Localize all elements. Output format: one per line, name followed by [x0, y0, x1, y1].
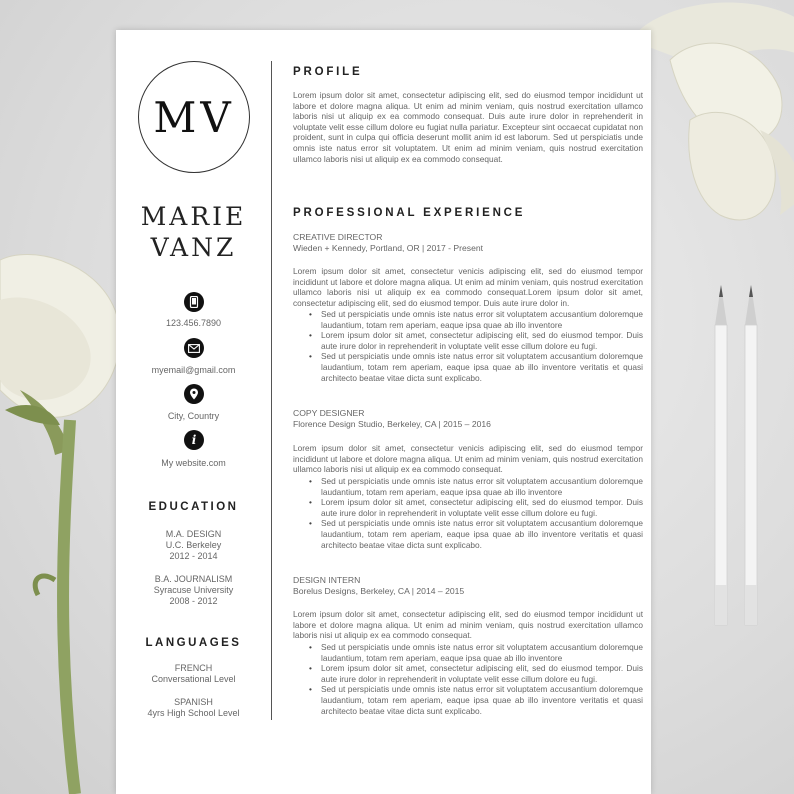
- job-title-1: CREATIVE DIRECTOR: [293, 232, 383, 242]
- list-item: • Sed ut perspiciatis unde omnis iste natus error sit voluptatem accusantium doloremque laudantium, totam rem aperiam, eaque ipsa quae ab illo inventore: [321, 476, 643, 497]
- language-level-2: 4yrs High School Level: [147, 708, 240, 718]
- job-meta-3: Borelus Designs, Berkeley, CA | 2014 – 2015: [293, 586, 465, 596]
- pencil-right: [743, 285, 759, 630]
- job-summary-1: Lorem ipsum dolor sit amet, consectetur venicis adipiscing elit, sed do eiusmod tempor incididunt ut labore et dolore magna aliqua. Ut enim ad minim veniam, quis nostrud exercitation ullamco laboris nisi ut aliquip ex ea commodo consequat.Lorem ipsum dolor sit amet, consectetur adipiscing elit, sed do eiusmod tempor. Duis aute irure dolor in.: [293, 266, 643, 308]
- profile-heading: PROFILE: [293, 66, 363, 78]
- list-item: • Lorem ipsum dolor sit amet, consectetur adipiscing elit, sed do eiusmod tempor. Duis aute irure dolor in reprehenderit in voluptate velit esse cillum dolore eu fugi.: [321, 497, 643, 518]
- experience-heading: PROFESSIONAL EXPERIENCE: [293, 207, 526, 219]
- job-meta-1: Wieden + Kennedy, Portland, OR | 2017 - Present: [293, 243, 484, 253]
- pencil-left: [713, 285, 729, 630]
- list-item: • Sed ut perspiciatis unde omnis iste natus error sit voluptatem accusantium doloremque laudantium, totam rem aperiam, eaque ipsa quae ab illo inventore: [321, 642, 643, 663]
- education-school-2: Syracuse University: [153, 585, 234, 595]
- job-meta-2: Florence Design Studio, Berkeley, CA | 2015 – 2016: [293, 419, 491, 429]
- education-degree-2: B.A. JOURNALISM: [154, 574, 233, 584]
- profile-text: Lorem ipsum dolor sit amet, consectetur adipiscing elit, sed do eiusmod tempor incididunt ut labore et dolore magna aliqua. Ut enim ad minim veniam, quis nostrud exercitation ullamco laboris nisi ut aliquip ex ea commodo consequat. Duis aute irure dolor in reprehenderit in voluptate velit esse cillum dolore eu fugiat nulla pariatur. Excepteur sint occaecat cupidatat non proident, sunt in culpa qui officia deserunt mollit anim id est laborum. Sed ut perspiciatis unde omnis iste natus error sit voluptatem. Ut enim ad minim veniam, quis nostrud exercitation ullamco laboris nisi ut aliquip ex ea commodo consequat.: [293, 90, 643, 164]
- list-item: • Sed ut perspiciatis unde omnis iste natus error sit voluptatem accusantium doloremque laudantium, totam rem aperiam, eaque ipsa quae ab illo inventore veritatis et quasi architecto beatae vitae dicta sunt explicabo.: [321, 518, 643, 550]
- location: City, Country: [167, 411, 220, 421]
- education-years-2: 2008 - 2012: [169, 596, 218, 606]
- language-name-2: SPANISH: [174, 697, 213, 707]
- map-pin-icon: [184, 384, 204, 404]
- phone-icon: [184, 292, 204, 312]
- language-name-1: FRENCH: [174, 663, 213, 673]
- last-name: VANZ: [150, 233, 237, 262]
- list-item: • Sed ut perspiciatis unde omnis iste natus error sit voluptatem accusantium doloremque laudantium, totam rem aperiam, eaque ipsa quae ab illo inventore: [321, 309, 643, 330]
- resume-page: [116, 30, 651, 794]
- list-item: • Lorem ipsum dolor sit amet, consectetur adipiscing elit, sed do eiusmod tempor. Duis aute irure dolor in reprehenderit in voluptate velit esse cillum dolore eu fugi.: [321, 663, 643, 684]
- education-years-1: 2012 - 2014: [169, 551, 218, 561]
- job-bullets-3: [293, 642, 643, 716]
- job-title-3: DESIGN INTERN: [293, 575, 361, 585]
- education-degree-1: M.A. DESIGN: [165, 529, 222, 539]
- education-school-1: U.C. Berkeley: [165, 540, 222, 550]
- education-heading: EDUCATION: [148, 501, 239, 513]
- job-summary-2: Lorem ipsum dolor sit amet, consectetur venicis adipiscing elit, sed do eiusmod tempor incididunt ut labore et dolore magna aliqua. Ut enim ad minim veniam, quis nostrud exercitation ullamco laboris nisi ut aliquip ex ea commodo consequat.: [293, 443, 643, 475]
- monogram-text: MV: [153, 92, 235, 142]
- monogram-circle: [138, 61, 250, 173]
- list-item: • Lorem ipsum dolor sit amet, consectetur adipiscing elit, sed do eiusmod tempor. Duis aute irure dolor in reprehenderit in voluptate velit esse cillum dolore eu fugi.: [321, 330, 643, 351]
- website: My website.com: [161, 458, 226, 468]
- list-item: • Sed ut perspiciatis unde omnis iste natus error sit voluptatem accusantium doloremque laudantium, totam rem aperiam, eaque ipsa quae ab illo inventore veritatis et quasi architecto beatae vitae dicta sunt explicabo.: [321, 351, 643, 383]
- job-summary-3: Lorem ipsum dolor sit amet, consectetur adipiscing elit, sed do eiusmod tempor incididunt ut labore et dolore magna aliqua. Ut enim ad minim veniam, quis nostrud exercitation ullamco laboris nisi ut aliquip ex ea commodo consequat.: [293, 609, 643, 641]
- email-address: myemail@gmail.com: [151, 365, 236, 375]
- envelope-icon: [184, 338, 204, 358]
- column-divider: [271, 61, 272, 720]
- first-name: MARIE: [140, 202, 247, 231]
- phone-number: 123.456.7890: [165, 318, 222, 328]
- list-item: • Sed ut perspiciatis unde omnis iste natus error sit voluptatem accusantium doloremque laudantium, totam rem aperiam, eaque ipsa quae ab illo inventore veritatis et quasi architecto beatae vitae dicta sunt explicabo.: [321, 684, 643, 716]
- languages-heading: LANGUAGES: [145, 637, 242, 649]
- info-icon: i: [184, 430, 204, 450]
- job-title-2: COPY DESIGNER: [293, 408, 365, 418]
- white-flower-left: [0, 250, 130, 794]
- language-level-1: Conversational Level: [151, 674, 236, 684]
- job-bullets-1: [293, 309, 643, 383]
- job-bullets-2: [293, 476, 643, 550]
